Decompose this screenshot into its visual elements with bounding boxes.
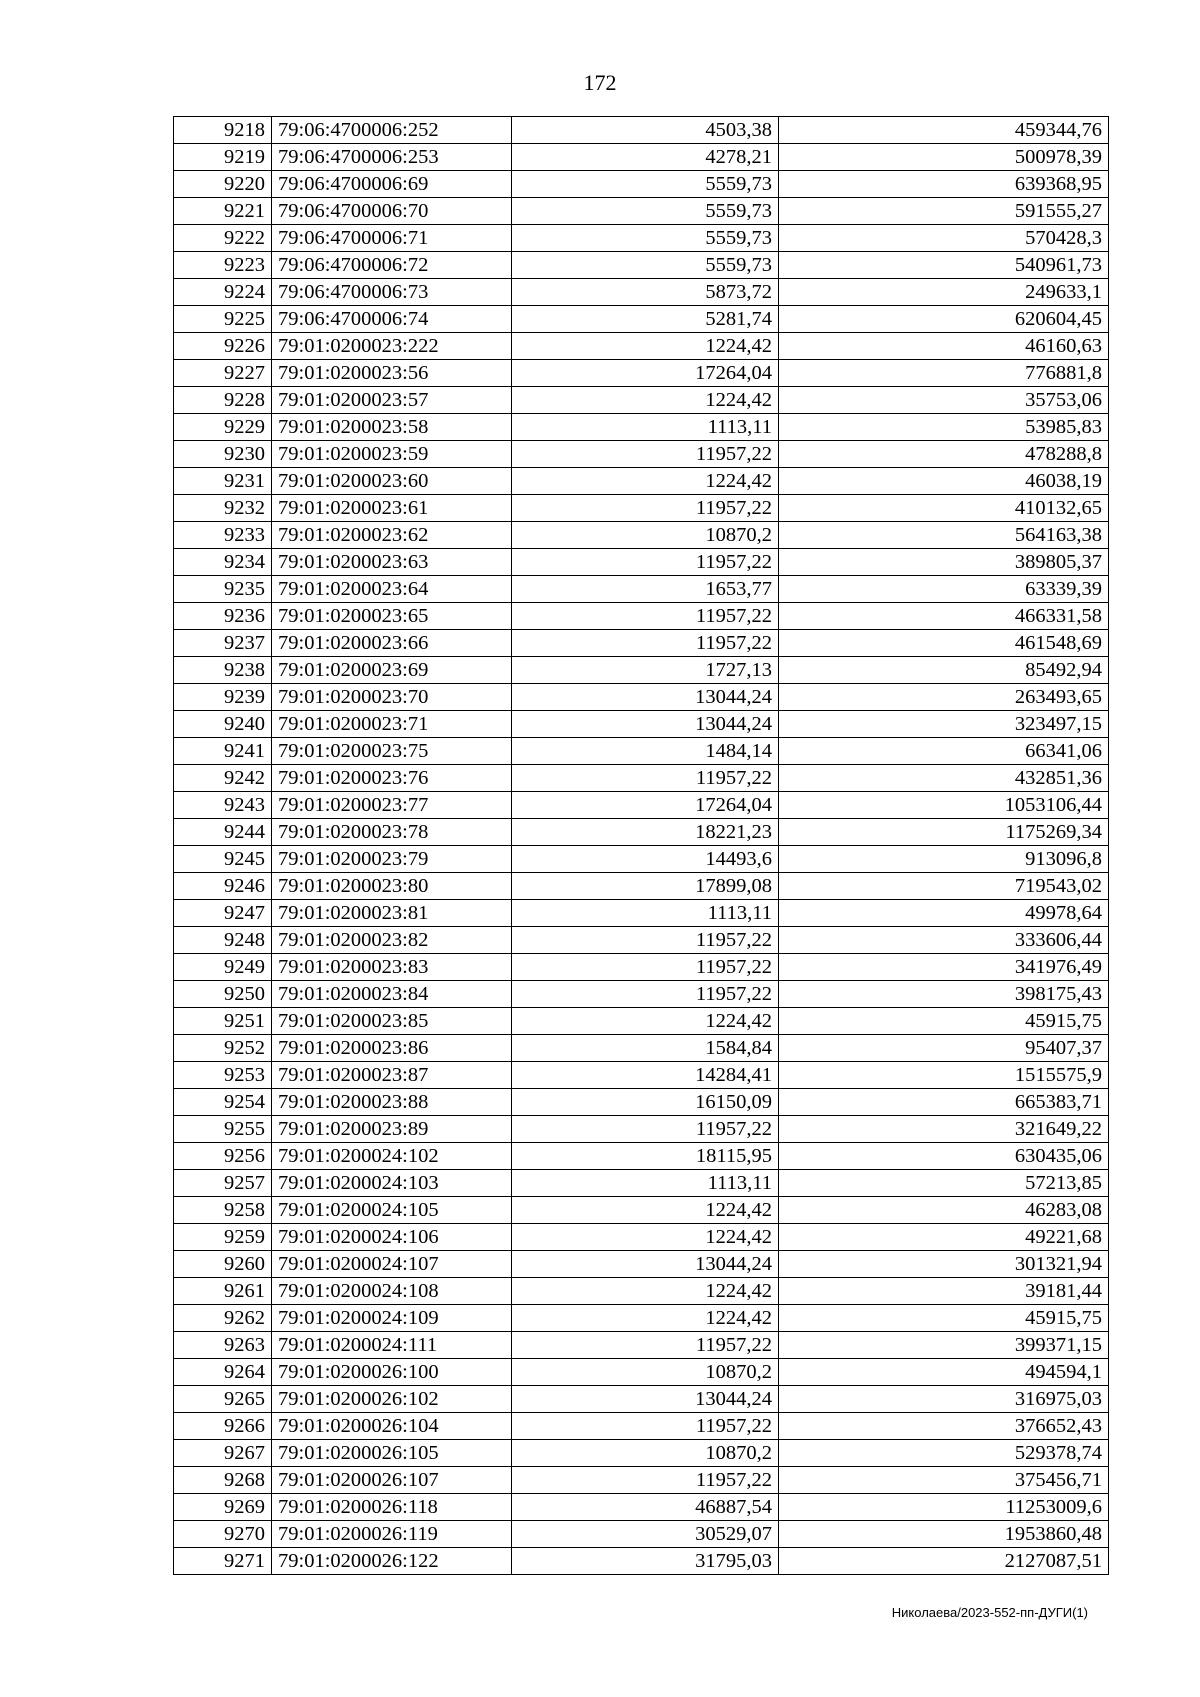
- cadastral-number-cell: 79:01:0200023:88: [272, 1089, 512, 1116]
- cadastral-value-cell: 341976,49: [779, 954, 1109, 981]
- row-number-cell: 9255: [174, 1116, 272, 1143]
- cadastral-number-cell: 79:01:0200023:65: [272, 603, 512, 630]
- area-cell: 1584,84: [512, 1035, 779, 1062]
- row-number-cell: 9265: [174, 1386, 272, 1413]
- cadastral-value-cell: 620604,45: [779, 306, 1109, 333]
- area-cell: 13044,24: [512, 1386, 779, 1413]
- table-row: [174, 1278, 1109, 1305]
- area-cell: 5559,73: [512, 225, 779, 252]
- row-number-cell: 9242: [174, 765, 272, 792]
- row-number-cell: 9252: [174, 1035, 272, 1062]
- area-cell: 1113,11: [512, 900, 779, 927]
- cadastral-number-cell: 79:06:4700006:70: [272, 198, 512, 225]
- cadastral-value-cell: 466331,58: [779, 603, 1109, 630]
- table-row: [174, 1548, 1109, 1575]
- cadastral-number-cell: 79:01:0200024:106: [272, 1224, 512, 1251]
- row-number-cell: 9236: [174, 603, 272, 630]
- row-number-cell: 9223: [174, 252, 272, 279]
- row-number-cell: 9230: [174, 441, 272, 468]
- table-row: [174, 306, 1109, 333]
- table-row: [174, 1116, 1109, 1143]
- table-row: [174, 738, 1109, 765]
- area-cell: 1224,42: [512, 1008, 779, 1035]
- table-row: [174, 1143, 1109, 1170]
- row-number-cell: 9271: [174, 1548, 272, 1575]
- row-number-cell: 9244: [174, 819, 272, 846]
- table-row: [174, 657, 1109, 684]
- table-row: [174, 927, 1109, 954]
- cadastral-value-cell: 389805,37: [779, 549, 1109, 576]
- table-body: [174, 117, 1109, 1575]
- row-number-cell: 9229: [174, 414, 272, 441]
- row-number-cell: 9264: [174, 1359, 272, 1386]
- row-number-cell: 9219: [174, 144, 272, 171]
- table-row: [174, 441, 1109, 468]
- cadastral-value-cell: 46160,63: [779, 333, 1109, 360]
- cadastral-number-cell: 79:01:0200023:63: [272, 549, 512, 576]
- area-cell: 11957,22: [512, 1116, 779, 1143]
- table-row: [174, 711, 1109, 738]
- cadastral-value-cell: 432851,36: [779, 765, 1109, 792]
- row-number-cell: 9243: [174, 792, 272, 819]
- table-row: [174, 1413, 1109, 1440]
- cadastral-number-cell: 79:01:0200023:89: [272, 1116, 512, 1143]
- cadastral-number-cell: 79:06:4700006:72: [272, 252, 512, 279]
- cadastral-number-cell: 79:01:0200026:122: [272, 1548, 512, 1575]
- area-cell: 5559,73: [512, 171, 779, 198]
- cadastral-value-cell: 46283,08: [779, 1197, 1109, 1224]
- area-cell: 1113,11: [512, 1170, 779, 1197]
- row-number-cell: 9257: [174, 1170, 272, 1197]
- row-number-cell: 9249: [174, 954, 272, 981]
- cadastral-number-cell: 79:01:0200023:71: [272, 711, 512, 738]
- cadastral-number-cell: 79:01:0200023:58: [272, 414, 512, 441]
- cadastral-value-cell: 316975,03: [779, 1386, 1109, 1413]
- cadastral-value-cell: 719543,02: [779, 873, 1109, 900]
- cadastral-value-cell: 639368,95: [779, 171, 1109, 198]
- table-row: [174, 1197, 1109, 1224]
- cadastral-value-cell: 913096,8: [779, 846, 1109, 873]
- cadastral-number-cell: 79:01:0200023:77: [272, 792, 512, 819]
- row-number-cell: 9246: [174, 873, 272, 900]
- row-number-cell: 9259: [174, 1224, 272, 1251]
- cadastral-value-cell: 630435,06: [779, 1143, 1109, 1170]
- cadastral-value-cell: 1515575,9: [779, 1062, 1109, 1089]
- cadastral-value-cell: 46038,19: [779, 468, 1109, 495]
- table-row: [174, 576, 1109, 603]
- area-cell: 4278,21: [512, 144, 779, 171]
- row-number-cell: 9237: [174, 630, 272, 657]
- area-cell: 17899,08: [512, 873, 779, 900]
- table-row: [174, 387, 1109, 414]
- table-row: [174, 819, 1109, 846]
- area-cell: 11957,22: [512, 495, 779, 522]
- cadastral-value-cell: 459344,76: [779, 117, 1109, 144]
- area-cell: 5873,72: [512, 279, 779, 306]
- cadastral-number-cell: 79:01:0200023:60: [272, 468, 512, 495]
- table-row: [174, 252, 1109, 279]
- cadastral-number-cell: 79:01:0200023:56: [272, 360, 512, 387]
- table-row: [174, 1332, 1109, 1359]
- row-number-cell: 9251: [174, 1008, 272, 1035]
- cadastral-value-cell: 1053106,44: [779, 792, 1109, 819]
- table-row: [174, 1521, 1109, 1548]
- cadastral-number-cell: 79:01:0200023:81: [272, 900, 512, 927]
- table-row: [174, 1224, 1109, 1251]
- cadastral-value-cell: 1953860,48: [779, 1521, 1109, 1548]
- cadastral-value-cell: 376652,43: [779, 1413, 1109, 1440]
- area-cell: 11957,22: [512, 630, 779, 657]
- cadastral-number-cell: 79:01:0200023:69: [272, 657, 512, 684]
- cadastral-number-cell: 79:01:0200024:105: [272, 1197, 512, 1224]
- cadastral-number-cell: 79:01:0200023:82: [272, 927, 512, 954]
- cadastral-number-cell: 79:01:0200023:78: [272, 819, 512, 846]
- table-row: [174, 1494, 1109, 1521]
- cadastral-number-cell: 79:01:0200023:83: [272, 954, 512, 981]
- row-number-cell: 9233: [174, 522, 272, 549]
- area-cell: 1224,42: [512, 1305, 779, 1332]
- cadastral-value-cell: 49978,64: [779, 900, 1109, 927]
- row-number-cell: 9254: [174, 1089, 272, 1116]
- cadastral-value-cell: 461548,69: [779, 630, 1109, 657]
- cadastral-number-cell: 79:01:0200026:105: [272, 1440, 512, 1467]
- area-cell: 10870,2: [512, 1359, 779, 1386]
- cadastral-number-cell: 79:06:4700006:252: [272, 117, 512, 144]
- row-number-cell: 9225: [174, 306, 272, 333]
- table-row: [174, 333, 1109, 360]
- cadastral-number-cell: 79:01:0200023:59: [272, 441, 512, 468]
- row-number-cell: 9250: [174, 981, 272, 1008]
- area-cell: 14493,6: [512, 846, 779, 873]
- area-cell: 30529,07: [512, 1521, 779, 1548]
- table-row: [174, 1467, 1109, 1494]
- area-cell: 4503,38: [512, 117, 779, 144]
- table-row: [174, 360, 1109, 387]
- cadastral-value-cell: 57213,85: [779, 1170, 1109, 1197]
- cadastral-value-cell: 53985,83: [779, 414, 1109, 441]
- row-number-cell: 9231: [174, 468, 272, 495]
- row-number-cell: 9232: [174, 495, 272, 522]
- cadastral-value-cell: 45915,75: [779, 1305, 1109, 1332]
- area-cell: 17264,04: [512, 360, 779, 387]
- table-row: [174, 495, 1109, 522]
- table-row: [174, 1089, 1109, 1116]
- row-number-cell: 9245: [174, 846, 272, 873]
- cadastral-number-cell: 79:01:0200023:76: [272, 765, 512, 792]
- area-cell: 11957,22: [512, 441, 779, 468]
- row-number-cell: 9234: [174, 549, 272, 576]
- cadastral-number-cell: 79:01:0200023:85: [272, 1008, 512, 1035]
- area-cell: 11957,22: [512, 1332, 779, 1359]
- cadastral-number-cell: 79:06:4700006:74: [272, 306, 512, 333]
- area-cell: 11957,22: [512, 1413, 779, 1440]
- cadastral-number-cell: 79:01:0200023:64: [272, 576, 512, 603]
- cadastral-number-cell: 79:01:0200024:111: [272, 1332, 512, 1359]
- area-cell: 14284,41: [512, 1062, 779, 1089]
- cadastral-value-cell: 35753,06: [779, 387, 1109, 414]
- row-number-cell: 9261: [174, 1278, 272, 1305]
- area-cell: 11957,22: [512, 981, 779, 1008]
- cadastral-number-cell: 79:01:0200023:222: [272, 333, 512, 360]
- area-cell: 1224,42: [512, 333, 779, 360]
- table-row: [174, 225, 1109, 252]
- area-cell: 10870,2: [512, 522, 779, 549]
- area-cell: 5559,73: [512, 252, 779, 279]
- cadastral-number-cell: 79:01:0200023:62: [272, 522, 512, 549]
- row-number-cell: 9266: [174, 1413, 272, 1440]
- cadastral-value-cell: 500978,39: [779, 144, 1109, 171]
- cadastral-number-cell: 79:01:0200023:87: [272, 1062, 512, 1089]
- cadastral-value-cell: 49221,68: [779, 1224, 1109, 1251]
- area-cell: 1113,11: [512, 414, 779, 441]
- area-cell: 17264,04: [512, 792, 779, 819]
- table-row: [174, 792, 1109, 819]
- cadastral-value-cell: 333606,44: [779, 927, 1109, 954]
- table-row: [174, 171, 1109, 198]
- cadastral-number-cell: 79:01:0200023:80: [272, 873, 512, 900]
- area-cell: 18115,95: [512, 1143, 779, 1170]
- cadastral-value-cell: 570428,3: [779, 225, 1109, 252]
- area-cell: 10870,2: [512, 1440, 779, 1467]
- table-row: [174, 1359, 1109, 1386]
- cadastral-value-cell: 529378,74: [779, 1440, 1109, 1467]
- cadastral-number-cell: 79:01:0200026:107: [272, 1467, 512, 1494]
- table-row: [174, 630, 1109, 657]
- row-number-cell: 9221: [174, 198, 272, 225]
- row-number-cell: 9226: [174, 333, 272, 360]
- area-cell: 46887,54: [512, 1494, 779, 1521]
- document-code: Николаева/2023-552-пп-ДУГИ(1): [891, 1605, 1088, 1620]
- table-row: [174, 117, 1109, 144]
- row-number-cell: 9262: [174, 1305, 272, 1332]
- cadastral-number-cell: 79:06:4700006:69: [272, 171, 512, 198]
- table-row: [174, 1251, 1109, 1278]
- cadastral-value-cell: 301321,94: [779, 1251, 1109, 1278]
- row-number-cell: 9269: [174, 1494, 272, 1521]
- cadastral-number-cell: 79:06:4700006:71: [272, 225, 512, 252]
- area-cell: 16150,09: [512, 1089, 779, 1116]
- cadastral-number-cell: 79:01:0200026:102: [272, 1386, 512, 1413]
- row-number-cell: 9256: [174, 1143, 272, 1170]
- cadastral-value-cell: 63339,39: [779, 576, 1109, 603]
- table-row: [174, 1008, 1109, 1035]
- cadastral-number-cell: 79:06:4700006:253: [272, 144, 512, 171]
- table-row: [174, 603, 1109, 630]
- cadastral-number-cell: 79:01:0200023:70: [272, 684, 512, 711]
- cadastral-value-cell: 39181,44: [779, 1278, 1109, 1305]
- area-cell: 31795,03: [512, 1548, 779, 1575]
- cadastral-value-cell: 249633,1: [779, 279, 1109, 306]
- row-number-cell: 9239: [174, 684, 272, 711]
- cadastral-value-cell: 2127087,51: [779, 1548, 1109, 1575]
- area-cell: 13044,24: [512, 1251, 779, 1278]
- cadastral-number-cell: 79:01:0200024:109: [272, 1305, 512, 1332]
- table-row: [174, 900, 1109, 927]
- row-number-cell: 9222: [174, 225, 272, 252]
- cadastral-value-cell: 399371,15: [779, 1332, 1109, 1359]
- cadastral-value-cell: 478288,8: [779, 441, 1109, 468]
- cadastral-value-cell: 494594,1: [779, 1359, 1109, 1386]
- table-row: [174, 549, 1109, 576]
- row-number-cell: 9253: [174, 1062, 272, 1089]
- area-cell: 11957,22: [512, 549, 779, 576]
- area-cell: 11957,22: [512, 603, 779, 630]
- table-row: [174, 468, 1109, 495]
- cadastral-value-cell: 85492,94: [779, 657, 1109, 684]
- table-row: [174, 954, 1109, 981]
- area-cell: 11957,22: [512, 1467, 779, 1494]
- cadastral-value-cell: 323497,15: [779, 711, 1109, 738]
- area-cell: 11957,22: [512, 954, 779, 981]
- row-number-cell: 9218: [174, 117, 272, 144]
- table-row: [174, 522, 1109, 549]
- cadastral-number-cell: 79:01:0200026:119: [272, 1521, 512, 1548]
- cadastral-number-cell: 79:01:0200023:84: [272, 981, 512, 1008]
- cadastral-value-cell: 66341,06: [779, 738, 1109, 765]
- cadastral-number-cell: 79:01:0200023:61: [272, 495, 512, 522]
- table-row: [174, 198, 1109, 225]
- cadastral-value-cell: 564163,38: [779, 522, 1109, 549]
- area-cell: 1484,14: [512, 738, 779, 765]
- row-number-cell: 9235: [174, 576, 272, 603]
- row-number-cell: 9248: [174, 927, 272, 954]
- cadastral-value-cell: 410132,65: [779, 495, 1109, 522]
- row-number-cell: 9258: [174, 1197, 272, 1224]
- cadastral-number-cell: 79:01:0200024:103: [272, 1170, 512, 1197]
- row-number-cell: 9268: [174, 1467, 272, 1494]
- cadastral-value-cell: 540961,73: [779, 252, 1109, 279]
- table-row: [174, 1305, 1109, 1332]
- table-row: [174, 414, 1109, 441]
- row-number-cell: 9240: [174, 711, 272, 738]
- cadastral-number-cell: 79:01:0200023:57: [272, 387, 512, 414]
- area-cell: 1727,13: [512, 657, 779, 684]
- table-row: [174, 1440, 1109, 1467]
- area-cell: 1653,77: [512, 576, 779, 603]
- area-cell: 13044,24: [512, 684, 779, 711]
- cadastral-number-cell: 79:01:0200026:104: [272, 1413, 512, 1440]
- row-number-cell: 9238: [174, 657, 272, 684]
- row-number-cell: 9220: [174, 171, 272, 198]
- table-row: [174, 1386, 1109, 1413]
- cadastral-value-cell: 665383,71: [779, 1089, 1109, 1116]
- area-cell: 5559,73: [512, 198, 779, 225]
- cadastral-value-cell: 776881,8: [779, 360, 1109, 387]
- cadastral-number-cell: 79:06:4700006:73: [272, 279, 512, 306]
- row-number-cell: 9228: [174, 387, 272, 414]
- table-row: [174, 765, 1109, 792]
- row-number-cell: 9241: [174, 738, 272, 765]
- area-cell: 11957,22: [512, 765, 779, 792]
- cadastral-value-cell: 95407,37: [779, 1035, 1109, 1062]
- table-row: [174, 1170, 1109, 1197]
- area-cell: 13044,24: [512, 711, 779, 738]
- cadastral-number-cell: 79:01:0200024:107: [272, 1251, 512, 1278]
- cadastral-value-cell: 45915,75: [779, 1008, 1109, 1035]
- row-number-cell: 9224: [174, 279, 272, 306]
- row-number-cell: 9227: [174, 360, 272, 387]
- cadastral-value-cell: 375456,71: [779, 1467, 1109, 1494]
- area-cell: 1224,42: [512, 387, 779, 414]
- cadastral-number-cell: 79:01:0200024:102: [272, 1143, 512, 1170]
- area-cell: 18221,23: [512, 819, 779, 846]
- cadastral-value-cell: 1175269,34: [779, 819, 1109, 846]
- page-number: 172: [583, 70, 617, 95]
- area-cell: 1224,42: [512, 1224, 779, 1251]
- cadastral-number-cell: 79:01:0200023:75: [272, 738, 512, 765]
- table-row: [174, 684, 1109, 711]
- cadastral-value-cell: 398175,43: [779, 981, 1109, 1008]
- area-cell: 11957,22: [512, 927, 779, 954]
- cadastral-number-cell: 79:01:0200023:79: [272, 846, 512, 873]
- cadastral-number-cell: 79:01:0200024:108: [272, 1278, 512, 1305]
- cadastral-value-cell: 591555,27: [779, 198, 1109, 225]
- table-row: [174, 1062, 1109, 1089]
- row-number-cell: 9263: [174, 1332, 272, 1359]
- cadastral-number-cell: 79:01:0200026:118: [272, 1494, 512, 1521]
- area-cell: 1224,42: [512, 1197, 779, 1224]
- area-cell: 1224,42: [512, 468, 779, 495]
- row-number-cell: 9260: [174, 1251, 272, 1278]
- cadastral-value-cell: 263493,65: [779, 684, 1109, 711]
- cadastral-number-cell: 79:01:0200023:86: [272, 1035, 512, 1062]
- table-row: [174, 873, 1109, 900]
- cadastral-number-cell: 79:01:0200026:100: [272, 1359, 512, 1386]
- table-row: [174, 279, 1109, 306]
- cadastral-value-table: [173, 116, 1109, 1575]
- table-row: [174, 981, 1109, 1008]
- cadastral-value-cell: 11253009,6: [779, 1494, 1109, 1521]
- area-cell: 1224,42: [512, 1278, 779, 1305]
- cadastral-number-cell: 79:01:0200023:66: [272, 630, 512, 657]
- row-number-cell: 9270: [174, 1521, 272, 1548]
- cadastral-value-cell: 321649,22: [779, 1116, 1109, 1143]
- table-row: [174, 1035, 1109, 1062]
- table-row: [174, 144, 1109, 171]
- table-row: [174, 846, 1109, 873]
- row-number-cell: 9267: [174, 1440, 272, 1467]
- row-number-cell: 9247: [174, 900, 272, 927]
- area-cell: 5281,74: [512, 306, 779, 333]
